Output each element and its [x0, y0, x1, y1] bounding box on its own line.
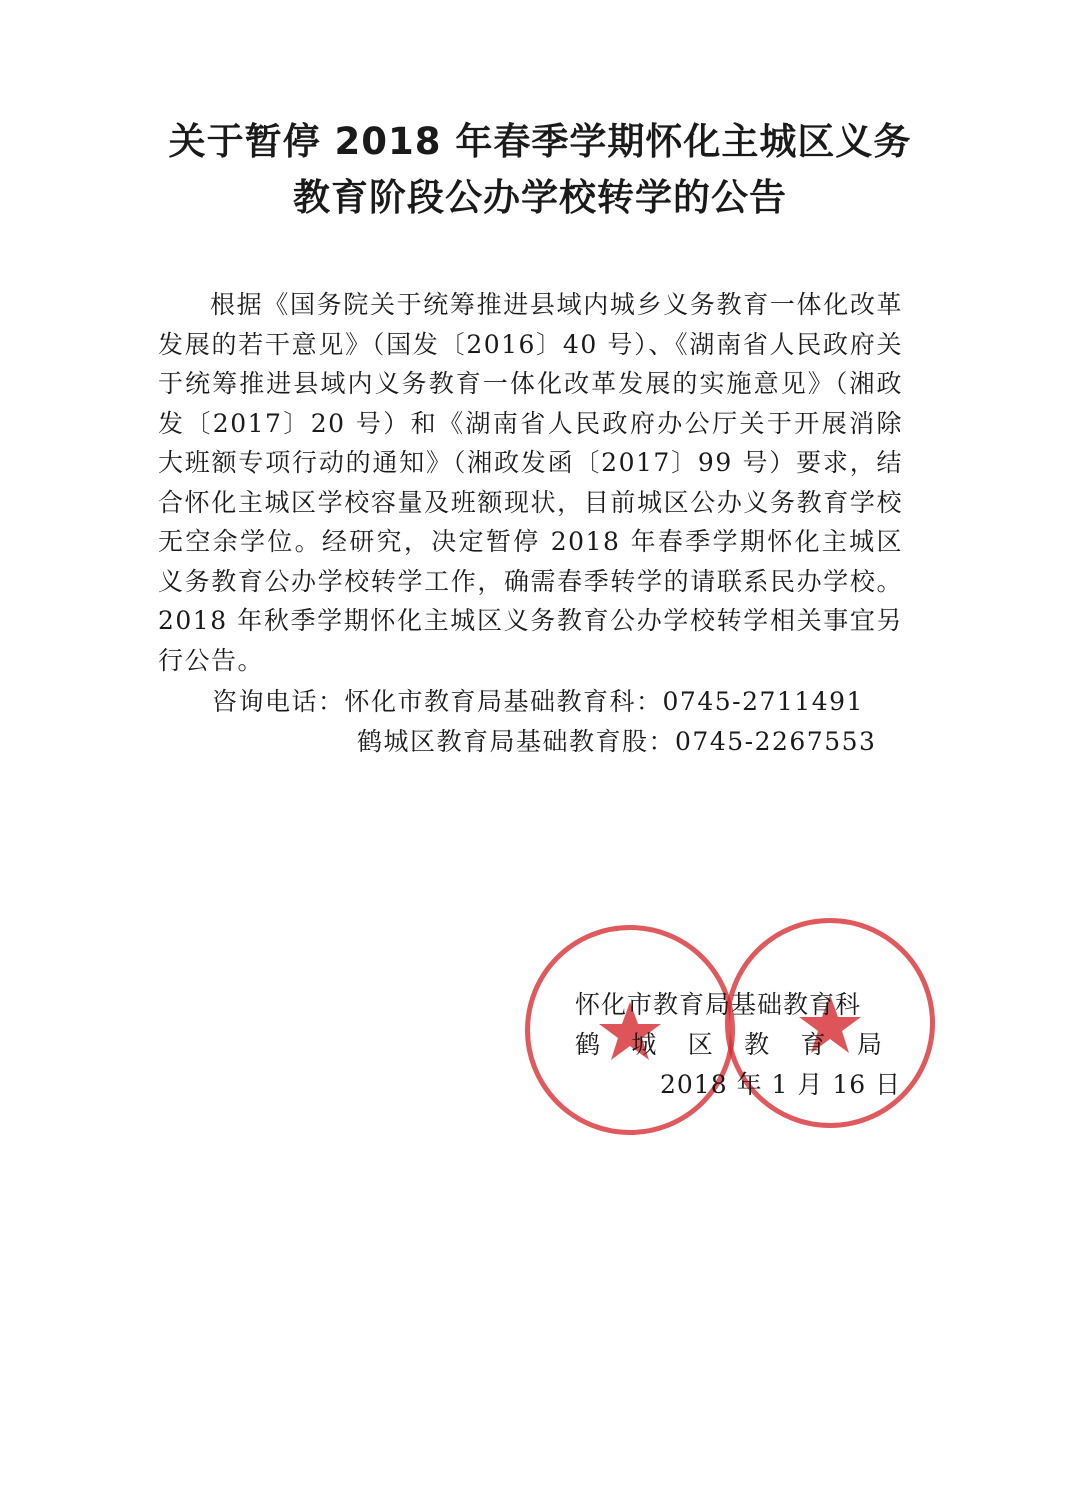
notice-body-paragraph: 根据《国务院关于统筹推进县域内城乡义务教育一体化改革发展的若干意见》（国发〔2016〕40 号）、《湖南省人民政府关于统筹推进县域内义务教育一体化改革发展的实施意见》（湘政发〔2017〕20 号）和《湖南省人民政府办公厅关于开展消除大班额专项行动的通知》（湘政发函〔2017〕99 号）要求，结合怀化主城区学校容量及班额现状，目前城区公办义务教育学校无空余学位。经研究，决定暂停 2018 年春季学期怀化主城区义务教育公办学校转学工作，确需春季转学的请联系民办学校。2018 年秋季学期怀化主城区义务教育公办学校转学相关事宜另行公告。: [158, 290, 903, 675]
signature-org-2-char: 局: [856, 1030, 883, 1059]
signature-org-2-char: 教: [744, 1030, 771, 1059]
signature-org-2-char: 鹤: [575, 1030, 602, 1059]
signature-org-2-char: 区: [687, 1030, 714, 1059]
signature-org-2-char: 城: [631, 1030, 658, 1059]
signature-org-1: 怀化市教育局基础教育科: [575, 990, 862, 1019]
contact-line-2: 鹤城区教育局基础教育股：0745-2267553: [357, 727, 877, 756]
signature-org-2-char: 育: [800, 1030, 827, 1059]
notice-title-line-1: 关于暂停 2018 年春季学期怀化主城区义务: [168, 120, 912, 163]
signature-org-2: [575, 1025, 883, 1061]
notice-title-line-2: 教育阶段公办学校转学的公告: [293, 176, 787, 219]
contact-line-1: 咨询电话：怀化市教育局基础教育科：0745-2711491: [212, 687, 864, 716]
signature-date: 2018 年 1 月 16 日: [660, 1070, 902, 1099]
